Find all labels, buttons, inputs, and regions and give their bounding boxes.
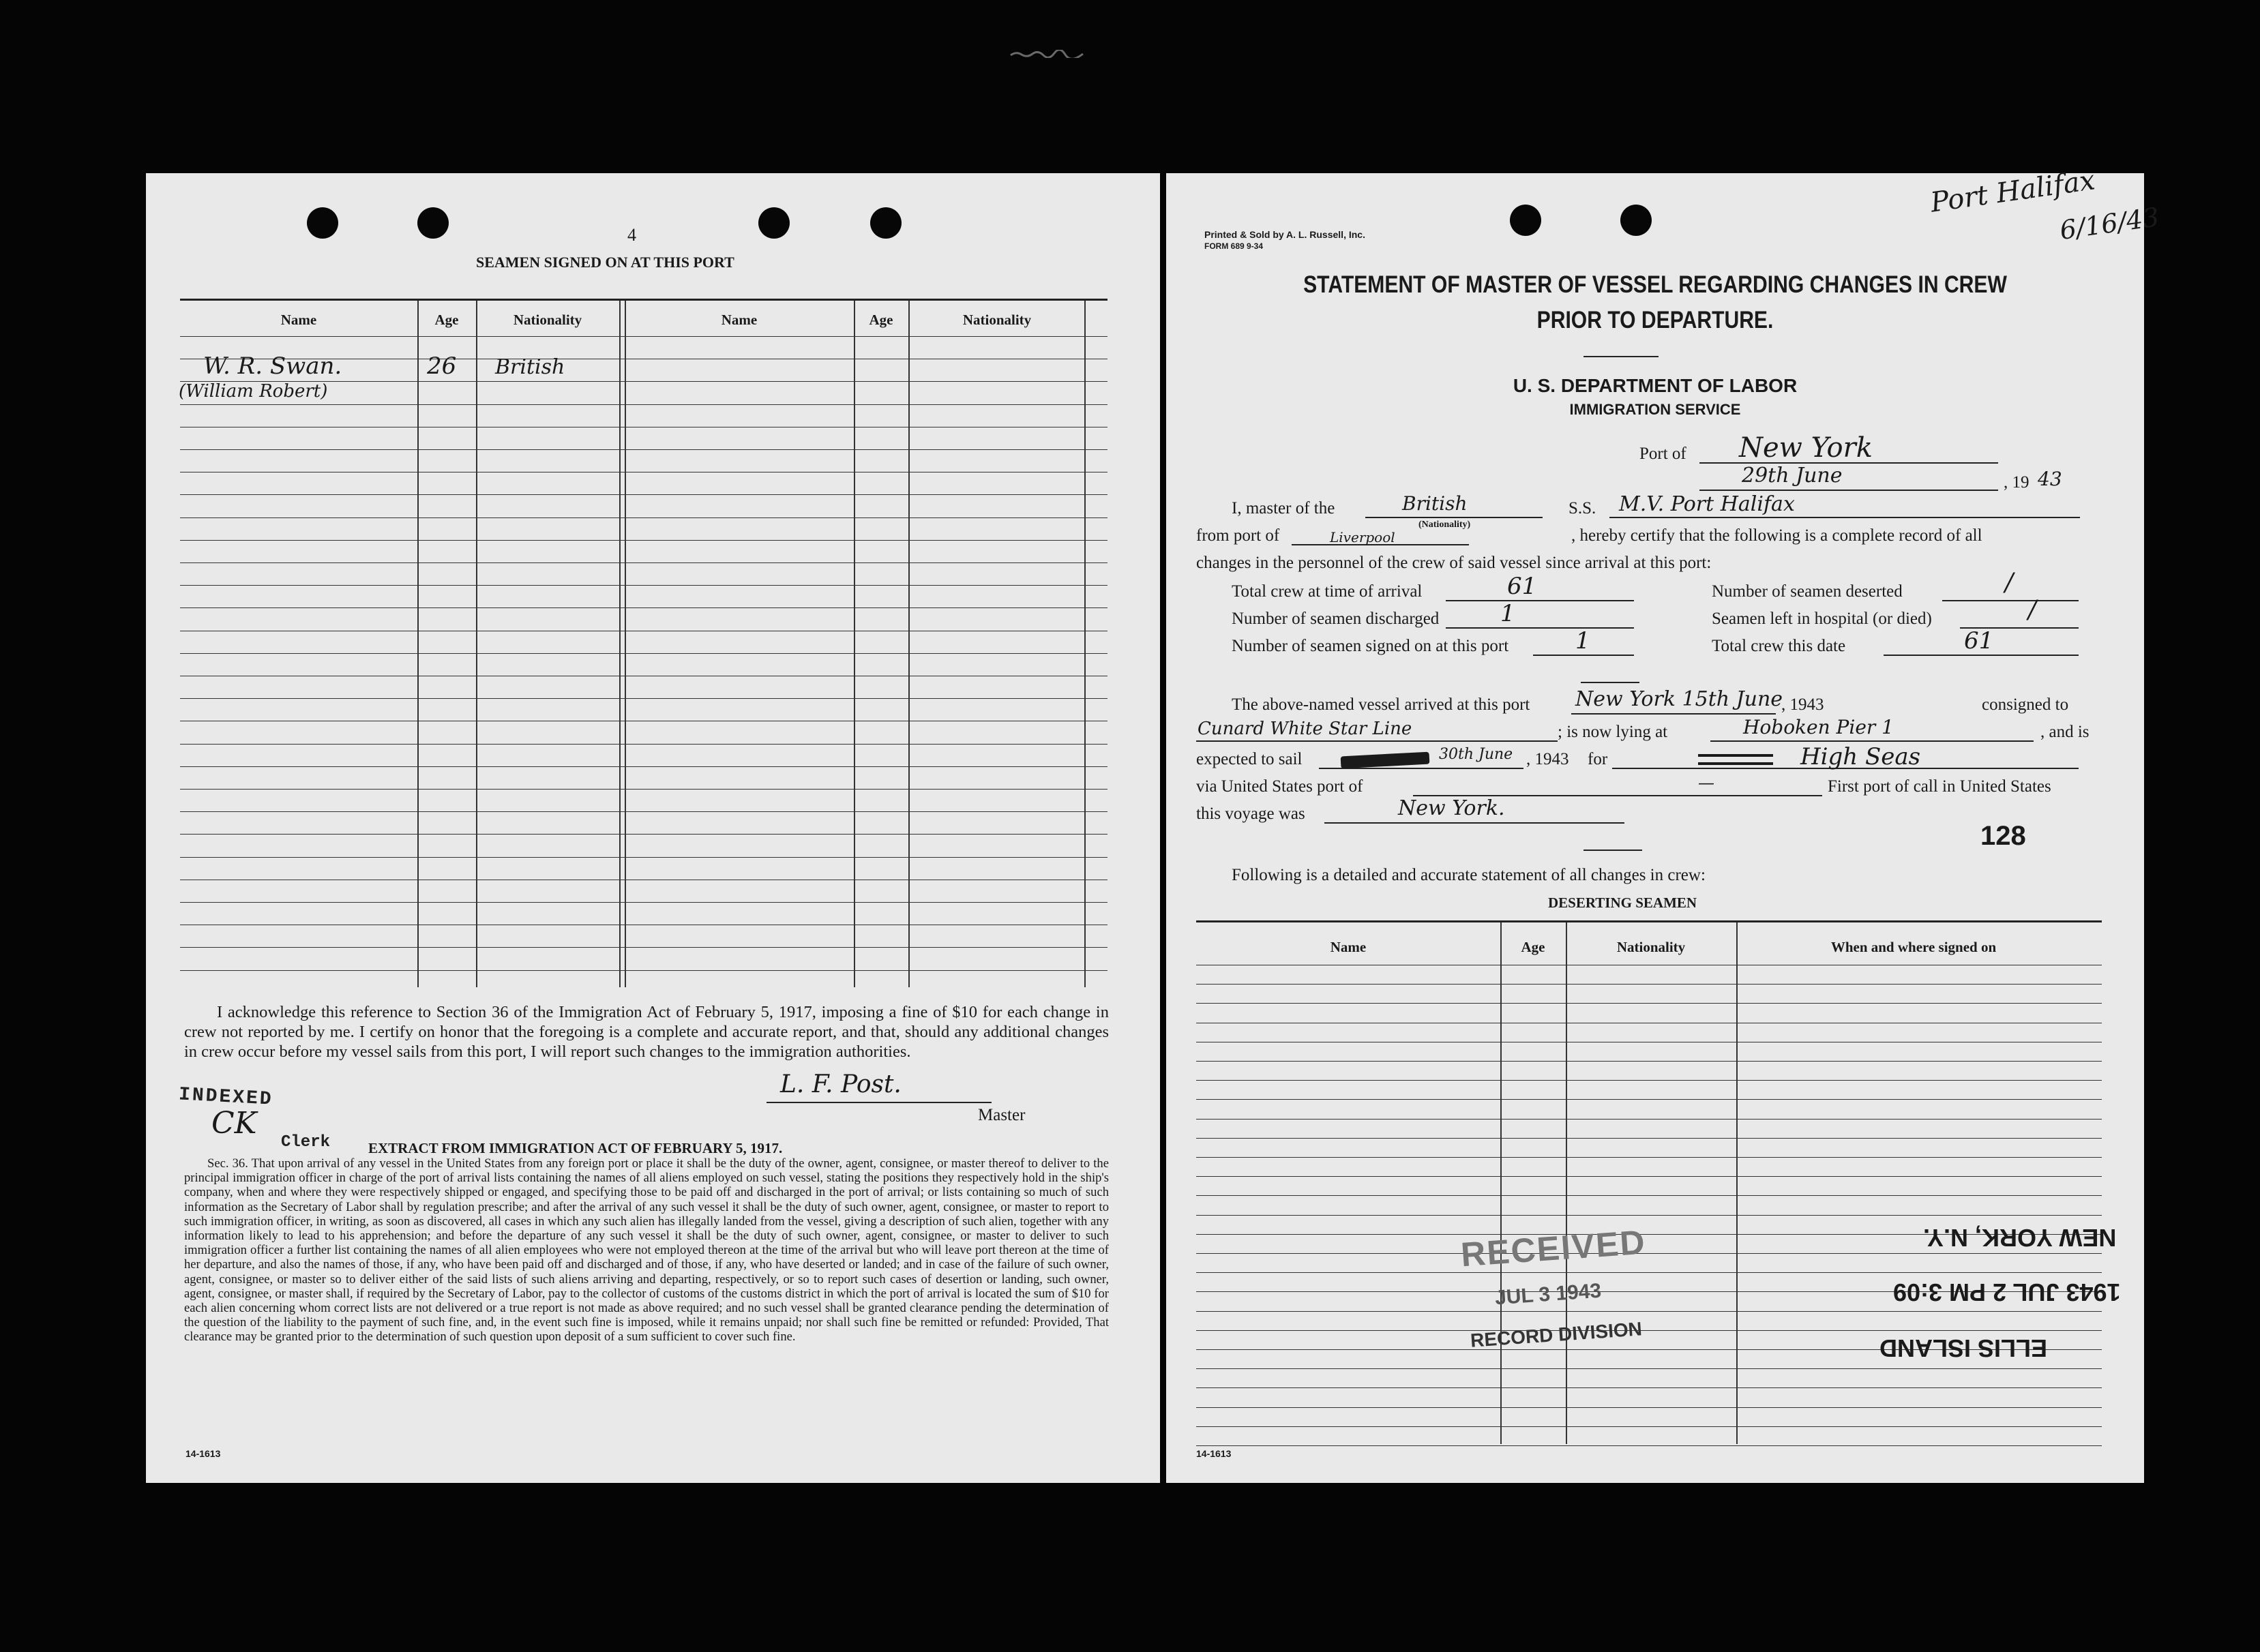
table-rule [180,902,1107,903]
expected-value: 30th June [1439,746,1513,763]
table-rule [1196,1099,2102,1100]
table-rule [1196,984,2102,985]
table-rule [180,947,1107,948]
separator-rule [1584,850,1642,851]
table-rule [1196,1407,2102,1408]
column-header: When and where signed on [1830,939,1997,955]
voyage-label: this voyage was [1196,805,1305,823]
title-line-2: PRIOR TO DEPARTURE. [1536,307,1774,333]
title-rule [1584,356,1659,357]
table-rule [1196,1330,2102,1331]
certify-text-2: changes in the personnel of the crew of said vessel since arrival at this port: [1196,554,1712,572]
table-rule [1196,1061,2102,1062]
table-rule [1196,1445,2102,1446]
table-rule [1196,1215,2102,1216]
table-rule [180,404,1107,405]
table-rule [180,811,1107,812]
total-crew-date-label: Total crew this date [1712,637,1846,655]
table-rule [1196,1119,2102,1120]
form-code: 14-1613 [1196,1448,1232,1459]
right-page [1166,164,2161,1483]
table-rule [1196,1003,2102,1004]
printer-line: Printed & Sold by A. L. Russell, Inc. [1204,229,1365,240]
record-division-stamp: RECORD DIVISION [1470,1318,1643,1351]
first-port-label: First port of call in United States [1828,777,2051,796]
certify-text-1: , hereby certify that the following is a complete record of all [1571,526,1982,545]
punch-hole [758,207,790,239]
vessel-prefix: S.S. [1568,499,1596,517]
lying-label: ; is now lying at [1558,723,1668,741]
table-rule [180,857,1107,858]
nationality-caption: (Nationality) [1418,520,1471,530]
table-rule [180,562,1107,563]
table-rule [180,744,1107,745]
hospital-value: / [2028,596,2037,624]
deserted-value: / [2005,569,2014,597]
form-code: 14-1613 [185,1448,221,1459]
following-text: Following is a detailed and accurate statement of all changes in crew: [1232,866,1706,884]
table-rule [180,540,1107,541]
for-value: High Seas [1800,743,1921,770]
signature-line [767,1102,992,1103]
acknowledgement-text: I acknowledge this reference to Section 36 of the Immigration Act of February 5, 1917, imposing a fine of $10 for each change in crew not reported by me. I certify on honor that the foregoing is a complete and accurate report, and that, should any additional changes in crew occur before my vessel sails from this port, I will report such changes to the immigration authorities. [184,1003,1109,1061]
page-number: 4 [627,225,636,245]
date-value: 29th June [1742,464,1843,487]
discharged-label: Number of seamen discharged [1232,610,1440,628]
table-rule [180,517,1107,518]
consignee-value: Cunard White Star Line [1198,719,1412,739]
form-number: FORM 689 9-34 [1204,241,1264,251]
column-header: Age [434,312,459,328]
column-header: Nationality [1616,939,1686,955]
column-header: Nationality [513,312,582,328]
ny-date-stamp: 1943 JUL 2 PM 3:09 [1893,1278,2121,1306]
table-rule [1196,1311,2102,1312]
hospital-label: Seamen left in hospital (or died) [1712,610,1932,628]
entry-name-note: (William Robert) [179,381,328,402]
deserted-label: Number of seamen deserted [1712,582,1903,601]
port-of-value: New York [1739,432,1873,464]
table-rule [1196,1157,2102,1158]
column-header: Nationality [962,312,1032,328]
total-crew-arrival-label: Total crew at time of arrival [1232,582,1423,601]
corner-note-date: 6/16/43 [2057,202,2161,245]
column-header: Age [869,312,893,328]
extract-title: EXTRACT FROM IMMIGRATION ACT OF FEBRUARY 5, 1917. [368,1140,783,1156]
extract-text: Sec. 36. That upon arrival of any vessel in the United States from any foreign port or place it shall be the duty of the owner, agent, consignee, or master thereof to deliver to the principal immigration officer in charge of the port of arrival lists containing the names of all aliens employed on such vessel, stating the positions they respectively hold in the ship's company, when and where they were respectively shipped or engaged, and specifying those to be paid off and discharged in the port of arrival; or lists containing so much of such information as the Secretary of Labor shall by regulation prescribe; and after the arrival of any such vessel it shall be the duty of such owner, agent, consignee, or master to report to such immigration officer, in writing, as soon as discovered, all cases in which any such alien has illegally landed from the vessel, giving a description of such alien, together with any information likely to lead to his apprehension; and before the departure of any such vessel it shall be the duty of such owner, agent, consignee, or master to deliver to such immigration officer a further list containing the names of all alien employees who were not employed thereon at the time of the arrival but who will leave port thereon at the time of her departure, and also the names of those, if any, who have been paid off and discharged and of those, if any, who have deserted or landed; and in case of the failure of such owner, agent, consignee, or master so to deliver either of the said lists of such aliens arriving and departing, respectively, or so to report such cases of desertion or landing, such owner, agent, consignee, or master shall, if required by the Secretary of Labor, pay to the collector of customs of the customs district in which the port of arrival is located the sum of $10 for each alien concerning whom correct lists are not delivered or a true report is not made as above required; and no such vessel shall be granted clearance pending the determination of the question of the liability to the payment of such fine, and, in the event such fine is imposed, while it remains unpaid; nor shall such fine be remitted or refunded: Provided, That clearance may be granted prior to the determination of such question upon deposit of a sum sufficient to cover such fine. [184,1156,1109,1345]
master-of-label: I, master of the [1232,499,1335,517]
column-header: Name [721,312,758,328]
expected-label: expected to sail [1196,750,1303,768]
table-rule [1196,1253,2102,1254]
consigned-label: consigned to [1982,695,2069,714]
left-page [146,173,1160,1483]
corner-note-port: Port Halifax [1928,164,2097,219]
department: U. S. DEPARTMENT OF LABOR [1513,375,1798,396]
table-rule [180,494,1107,495]
from-port-label: from port of [1196,526,1280,545]
column-header: Age [1521,939,1545,955]
master-signature: L. F. Post. [780,1070,902,1098]
signed-on-label: Number of seamen signed on at this port [1232,637,1509,655]
and-is: , and is [2040,723,2090,741]
received-stamp: RECEIVED [1459,1222,1648,1274]
lying-value: Hoboken Pier 1 [1743,716,1894,738]
struck-out-text [1698,754,1773,765]
table-rule [1196,1368,2102,1369]
year-prefix: , 19 [2004,473,2029,492]
sheet-number: 128 [1980,821,2026,851]
master-label: Master [978,1106,1026,1124]
vessel-value: M.V. Port Halifax [1619,492,1795,516]
via-label: via United States port of [1196,777,1363,796]
port-of-label: Port of [1639,445,1686,463]
column-header: Name [1330,939,1367,955]
entry-name: W. R. Swan. [203,352,342,380]
clerk-initials: CK [211,1106,257,1141]
deserting-seamen-table [1196,920,2102,1444]
signed-on-value: 1 [1575,627,1590,655]
table-rule [180,834,1107,835]
year-value: 43 [2038,468,2062,490]
table-rule [180,607,1107,608]
nationality-value: British [1402,492,1468,515]
punch-hole [1510,205,1541,236]
title-line-1: STATEMENT OF MASTER OF VESSEL REGARDING CHANGES IN CREW [1303,271,2007,298]
seamen-signed-heading: SEAMEN SIGNED ON AT THIS PORT [476,254,734,271]
deserting-heading: DESERTING SEAMEN [1548,895,1697,911]
table-rule [180,698,1107,699]
scan-mark [1009,49,1084,57]
table-rule [1196,1426,2102,1427]
table-rule [1196,1138,2102,1139]
punch-hole [870,207,902,239]
punch-hole [307,207,338,239]
ellis-island-stamp: ELLIS ISLAND [1879,1334,2048,1362]
table-rule [1196,1176,2102,1177]
total-crew-arrival-value: 61 [1507,573,1537,600]
from-port-value: Liverpool [1330,529,1395,545]
for-label: for [1588,750,1608,768]
table-rule [180,766,1107,767]
immigration-service: IMMIGRATION SERVICE [1569,401,1741,418]
table-rule [180,336,1107,337]
table-rule [180,585,1107,586]
table-rule [180,653,1107,654]
table-rule [1196,1387,2102,1388]
arrived-value: New York 15th June [1575,687,1783,711]
entry-age: 26 [427,352,457,380]
received-date-stamp: JUL 3 1943 [1494,1279,1603,1310]
total-crew-date-value: 61 [1964,627,1994,655]
seamen-signed-table [180,299,1107,987]
table-rule [1196,1080,2102,1081]
indexed-stamp: INDEXED [178,1084,274,1111]
expected-year: , 1943 [1526,750,1569,768]
column-header: Name [280,312,317,328]
struck-out-text [1341,752,1430,769]
voyage-value: New York. [1398,796,1505,820]
punch-hole [1620,205,1652,236]
arrived-label: The above-named vessel arrived at this port [1232,695,1530,714]
table-rule [180,449,1107,450]
table-rule [1196,1272,2102,1273]
separator-rule [1581,682,1639,683]
arrived-year: , 1943 [1781,695,1824,714]
via-value: — [1698,773,1714,792]
table-rule [1196,1195,2102,1196]
table-rule [180,789,1107,790]
table-rule [180,970,1107,971]
discharged-value: 1 [1500,600,1515,627]
entry-nationality: British [495,355,565,379]
punch-hole [417,207,449,239]
clerk-label: Clerk [281,1133,331,1152]
ny-city-stamp: NEW YORK, N.Y. [1923,1224,2117,1252]
